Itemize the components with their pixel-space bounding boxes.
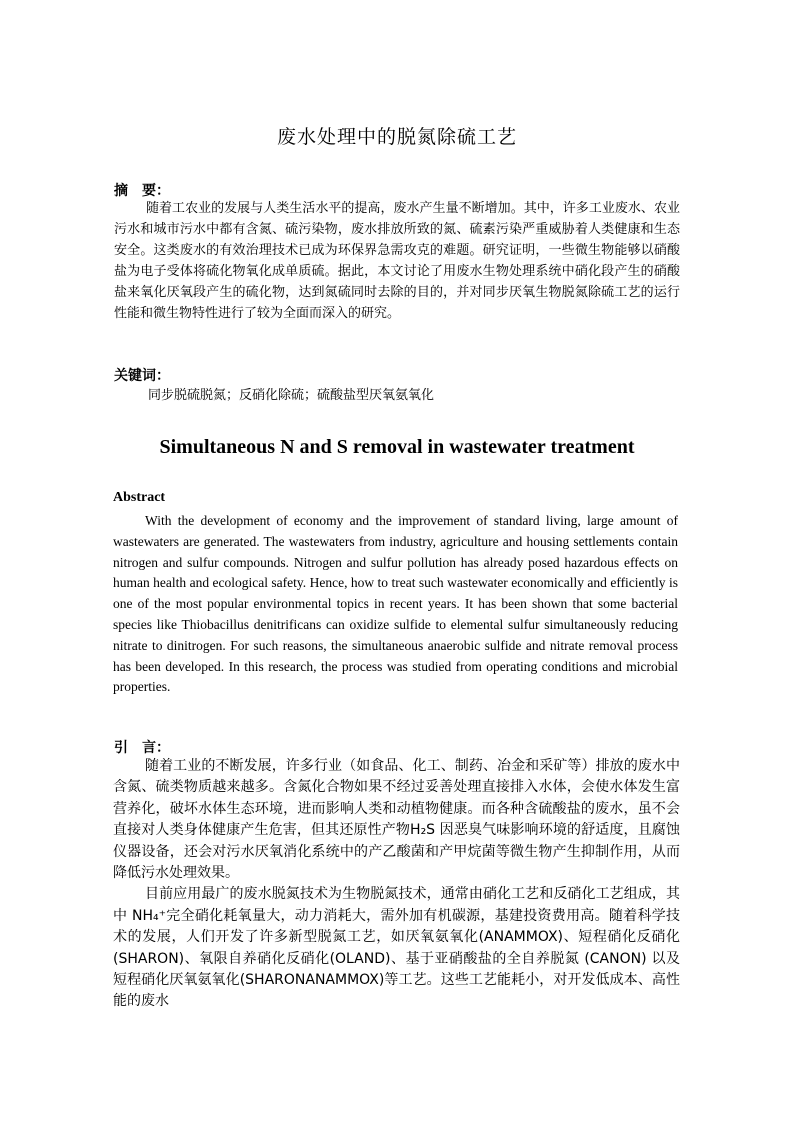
english-title: Simultaneous N and S removal in wastewater treatment	[159, 436, 635, 458]
abstract-en-text: With the development of economy and the improvement of standard living, large amount of wastewaters are generated. The wastewaters from industry, agriculture and housing settlements contain nitrogen and sulfur compounds. Nitrogen and sulfur pollution has already posed hazardous effects on human health and ecological safety. Hence, how to treat such wastewater economically and efficiently is one of the most popular environmental topics in recent years. It has been shown that some bacterial species like Thiobacillus denitrificans can oxidize sulfide to elemental sulfur simultaneously reducing nitrate to dinitrogen. For such reasons, the simultaneous anaerobic sulfide and nitrate removal process has been developed. In this research, the process was studied from operating conditions and microbial properties.	[113, 513, 678, 695]
abstract-cn-body	[114, 198, 680, 324]
abstract-cn-text: 随着工农业的发展与人类生活水平的提高，废水产生量不断增加。其中，许多工业废水、农业污水和城市污水中都有含氮、硫污染物，废水排放所致的氮、硫素污染严重威胁着人类健康和生态安全。这类废水的有效治理技术已成为环保界急需攻克的难题。研究证明，一些微生物能够以硝酸盐为电子受体将硫化物氧化成单质硫。据此，本文讨论了用废水生物处理系统中硝化段产生的硝酸盐来氧化厌氧段产生的硫化物，达到氮硫同时去除的目的，并对同步厌氧生物脱氮除硫工艺的运行性能和微生物特性进行了较为全面而深入的研究。	[114, 201, 680, 321]
keywords-heading: 关键词：	[114, 368, 170, 384]
introduction-body	[113, 756, 680, 1013]
introduction-heading: 引 言：	[114, 740, 170, 756]
abstract-cn-heading: 摘 要：	[114, 183, 170, 199]
abstract-en-heading: Abstract	[113, 490, 166, 505]
intro-p1-rest: 因恶臭气味影响环境的舒适度，且腐蚀仪器设备，还会对污水厌氧消化系统中的产乙酸菌和产甲烷菌等微生物产生抑制作用，从而降低污水处理效果。	[113, 822, 680, 882]
abstract-en-body	[113, 511, 678, 698]
introduction-paragraph-2	[113, 884, 680, 1012]
intro-p2-text-a: 目前应用最广的废水脱氮技术为生物脱氮技术，通常由硝化工艺和反硝化工艺组成，其中	[113, 886, 680, 924]
intro-p2-text-b: 完全硝化耗氧量大，动力消耗大，需外加有机碳源，基建投资费用高。随着科学技术的发展，人们开发了许多新型脱氮工艺，如厌氧氨氧化(ANAMMOX)、短程硝化反硝化(SHARON)、氧限自养硝化反硝化(OLAND)、基于亚硝酸盐的全自养脱氮 (CANON) 以及短程硝化厌氧氨氧化(SHARONANAMMOX)等工艺。这些工艺能耗小，对开发低成本、高性能的废水	[113, 907, 681, 1010]
intro-h2s-formula: H₂S	[410, 822, 436, 839]
intro-nh4-formula: NH₄⁺	[132, 907, 167, 924]
intro-p1-text: 随着工业的不断发展，许多行业（如食品、化工、制药、冶金和采矿等）排放的废水中含氮、硫类物质越来越多。含氮化合物如果不经过妥善处理直接排入水体，会使水体发生富营养化，破坏水体生态环境，进而影响人类和动植物健康。而各种含硫酸盐的废水，虽不会直接对人类身体健康产生危害，但其还原性产物	[113, 758, 680, 839]
chinese-title: 废水处理中的脱氮除硫工艺	[276, 126, 517, 148]
introduction-paragraph-1	[113, 756, 680, 884]
keywords-text: 同步脱硫脱氮；反硝化除硫；硫酸盐型厌氧氨氧化	[148, 388, 435, 403]
